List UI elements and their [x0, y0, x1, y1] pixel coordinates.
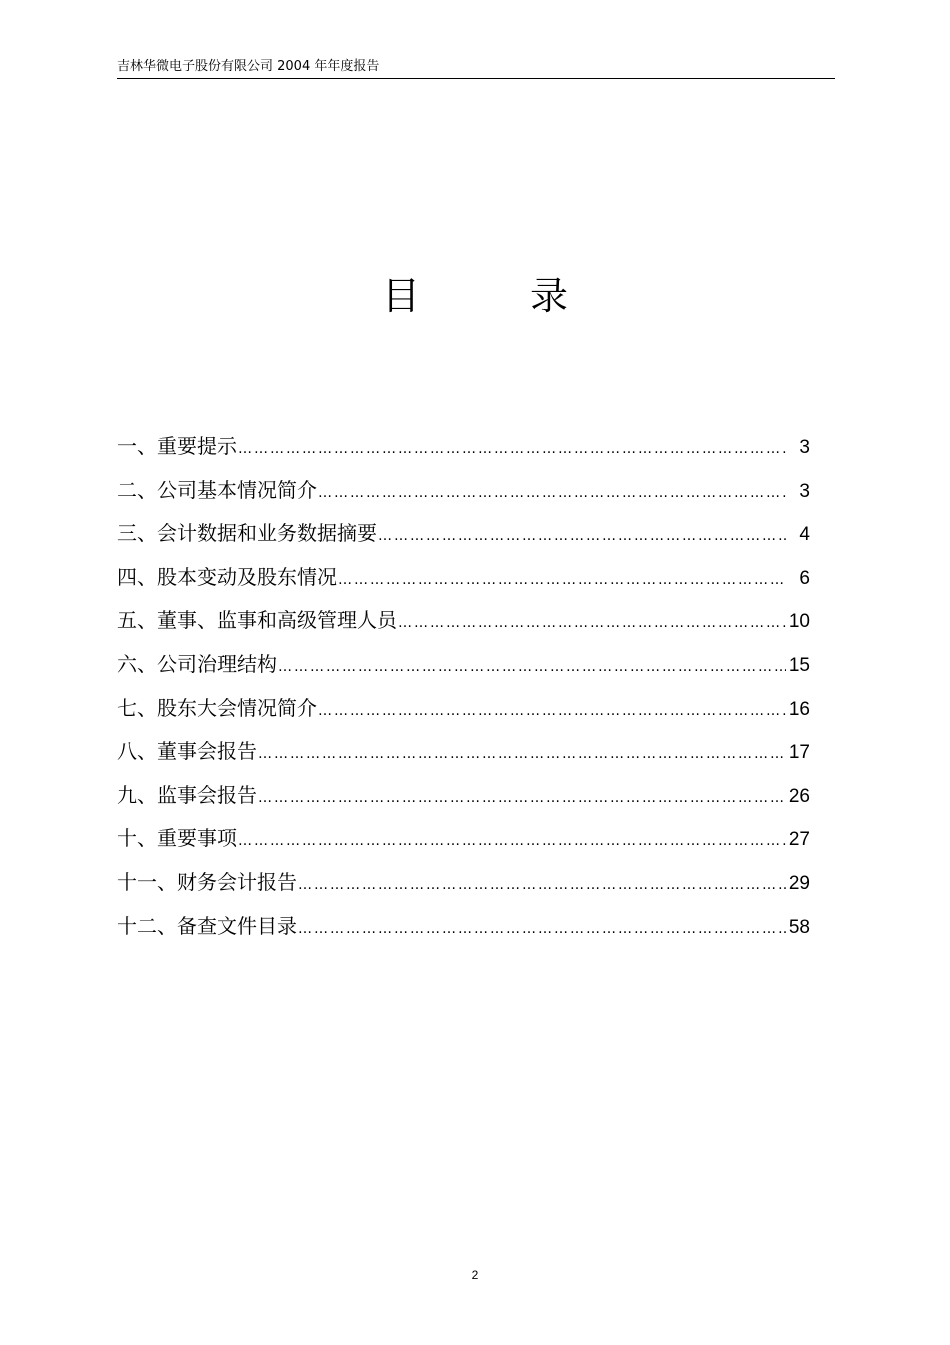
toc-entry-page: 3 — [799, 437, 810, 458]
title-char-1: 目 — [381, 274, 420, 318]
toc-leader-dots — [258, 738, 786, 770]
toc-leader-dots — [298, 869, 786, 901]
toc-leader-dots — [238, 433, 786, 465]
toc-leader-dots — [278, 651, 786, 683]
toc-entry-label: 四、股本变动及股东情况 — [117, 564, 337, 589]
toc-entry-label: 八、董事会报告 — [117, 739, 257, 764]
toc-entry-page: 16 — [788, 698, 810, 720]
toc-entry[interactable] — [117, 779, 810, 823]
toc-entry[interactable] — [117, 430, 810, 474]
toc-leader-dots — [398, 607, 786, 639]
toc-entry[interactable] — [117, 474, 810, 518]
header-text: 吉林华微电子股份有限公司 2004 年年度报告 — [117, 59, 380, 74]
toc-entry-label: 六、公司治理结构 — [117, 651, 277, 676]
toc-leader-dots — [298, 913, 786, 945]
toc-entry-label: 七、股东大会情况简介 — [117, 695, 317, 720]
toc-entry-page: 4 — [799, 524, 810, 546]
toc-leader-dots — [238, 825, 786, 857]
page-number: 2 — [471, 1268, 479, 1282]
toc-entry-page: 26 — [788, 785, 810, 807]
toc-entry-label: 二、公司基本情况简介 — [117, 477, 317, 502]
title-char-2: 录 — [530, 274, 569, 318]
toc-entry-label: 五、董事、监事和高级管理人员 — [117, 608, 397, 633]
toc-entry[interactable] — [117, 604, 810, 648]
toc-entry[interactable] — [117, 517, 810, 561]
table-of-contents — [117, 430, 810, 953]
toc-entry-page: 17 — [788, 742, 810, 764]
toc-entry-page: 3 — [799, 480, 810, 502]
page-title — [0, 270, 950, 322]
toc-entry-page: 27 — [788, 829, 810, 851]
toc-entry-page: 29 — [788, 872, 810, 894]
toc-entry-label: 十一、财务会计报告 — [117, 869, 297, 894]
toc-entry[interactable] — [117, 692, 810, 736]
toc-entry-page: 10 — [788, 611, 810, 633]
toc-entry[interactable] — [117, 910, 810, 954]
toc-entry-label: 十二、备查文件目录 — [117, 913, 297, 938]
toc-entry[interactable] — [117, 822, 810, 866]
toc-leader-dots — [318, 477, 786, 509]
toc-entry-label: 一、重要提示 — [117, 434, 237, 458]
toc-leader-dots — [378, 520, 786, 552]
toc-entry[interactable] — [117, 866, 810, 910]
toc-leader-dots — [318, 695, 786, 727]
toc-entry[interactable] — [117, 648, 810, 692]
page-header — [117, 58, 835, 79]
toc-entry[interactable] — [117, 561, 810, 605]
toc-entry-label: 十、重要事项 — [117, 826, 237, 851]
toc-entry[interactable] — [117, 735, 810, 779]
toc-entry-label: 三、会计数据和业务数据摘要 — [117, 521, 377, 546]
toc-entry-page: 15 — [788, 654, 810, 676]
toc-entry-label: 九、监事会报告 — [117, 782, 257, 807]
toc-entry-page: 58 — [788, 916, 810, 938]
toc-entry-page: 6 — [799, 567, 810, 589]
toc-leader-dots — [338, 564, 786, 596]
toc-leader-dots — [258, 782, 786, 814]
